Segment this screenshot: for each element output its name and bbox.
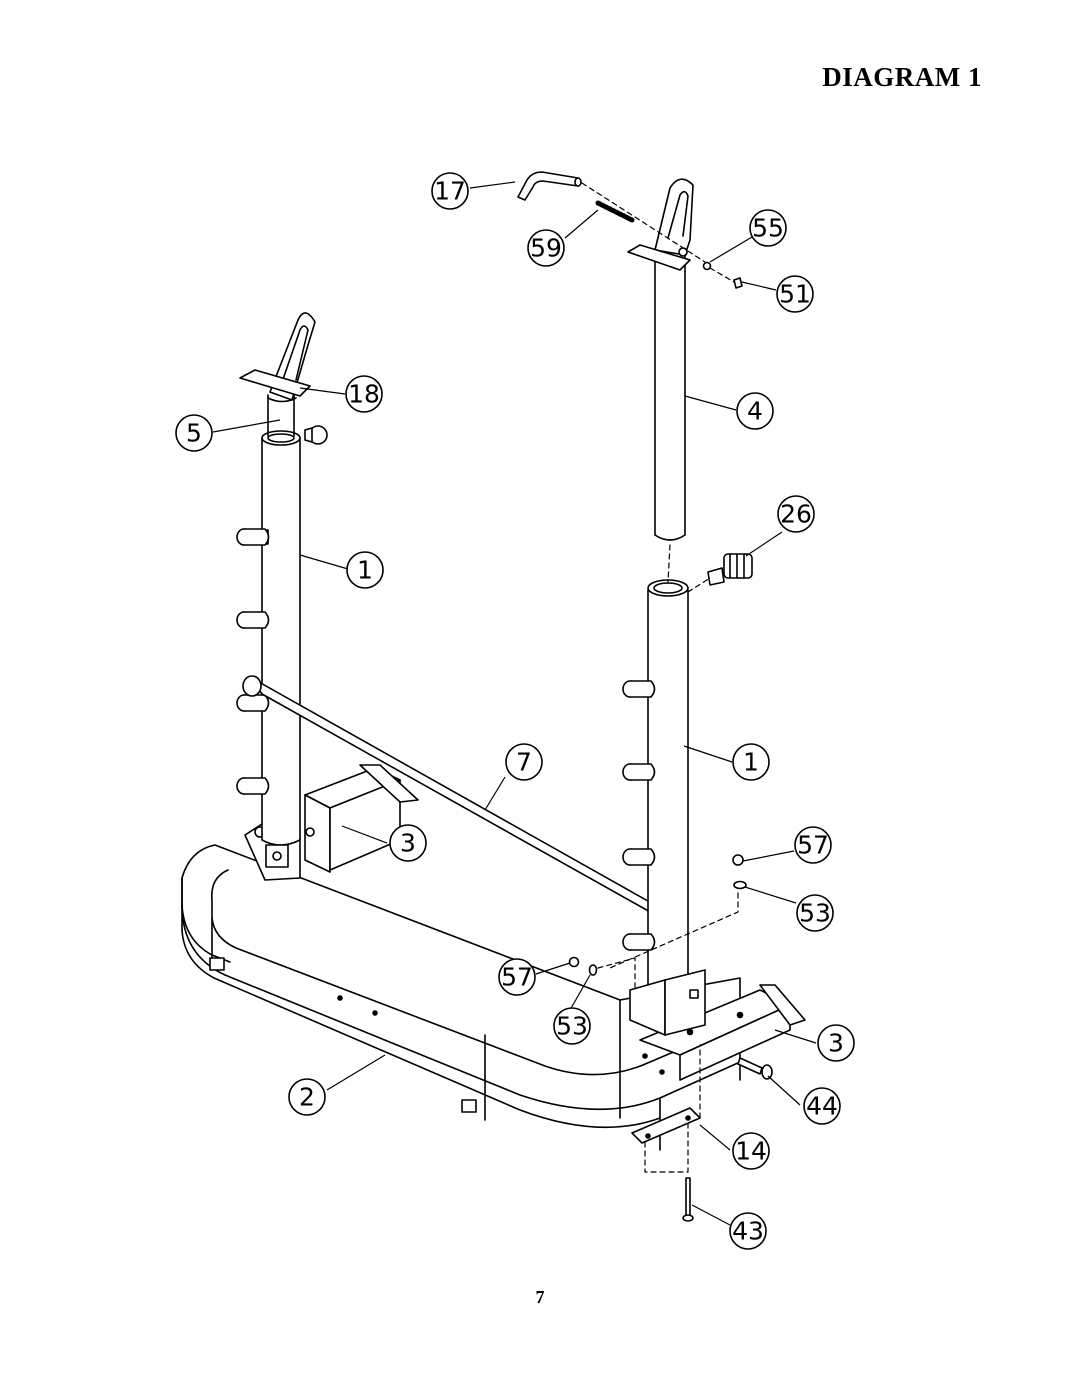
callout-57-left [499,959,535,995]
callout-43 [730,1213,766,1249]
callout-17 [432,173,468,209]
svg-text:3: 3 [828,1028,844,1058]
left-upright [237,431,300,867]
svg-text:1: 1 [743,747,759,777]
callout-4 [737,393,773,429]
svg-text:26: 26 [780,499,812,529]
callout-18 [346,376,382,412]
svg-text:14: 14 [735,1136,767,1166]
callout-51 [777,276,813,312]
callout-14 [733,1133,769,1169]
callout-55 [750,210,786,246]
callout-44 [804,1088,840,1124]
svg-text:53: 53 [799,898,831,928]
svg-text:2: 2 [299,1082,315,1112]
callout-1-left [347,552,383,588]
svg-text:5: 5 [186,418,202,448]
svg-text:18: 18 [348,379,380,409]
svg-text:59: 59 [530,233,562,263]
svg-text:57: 57 [501,962,533,992]
knob [708,554,752,585]
callout-57-right [795,827,831,863]
svg-text:7: 7 [516,747,532,777]
callout-1-right [733,744,769,780]
callout-3-left [390,825,426,861]
callout-3-right [818,1025,854,1061]
svg-text:17: 17 [434,176,466,206]
callout-53-right [797,895,833,931]
svg-text:53: 53 [556,1011,588,1041]
diagram-title: DIAGRAM 1 [822,62,982,92]
svg-text:4: 4 [747,396,763,426]
spring-pin [518,172,632,220]
callout-59 [528,230,564,266]
page-number: 7 [535,1287,545,1307]
svg-text:55: 55 [752,213,784,243]
svg-text:51: 51 [779,279,811,309]
svg-text:1: 1 [357,555,373,585]
callout-2 [289,1079,325,1115]
svg-text:57: 57 [797,830,829,860]
callout-53-left [554,1008,590,1044]
svg-text:3: 3 [400,828,416,858]
callout-26 [778,496,814,532]
callout-7 [506,744,542,780]
svg-text:43: 43 [732,1216,764,1246]
svg-text:44: 44 [806,1091,838,1121]
callout-5 [176,415,212,451]
